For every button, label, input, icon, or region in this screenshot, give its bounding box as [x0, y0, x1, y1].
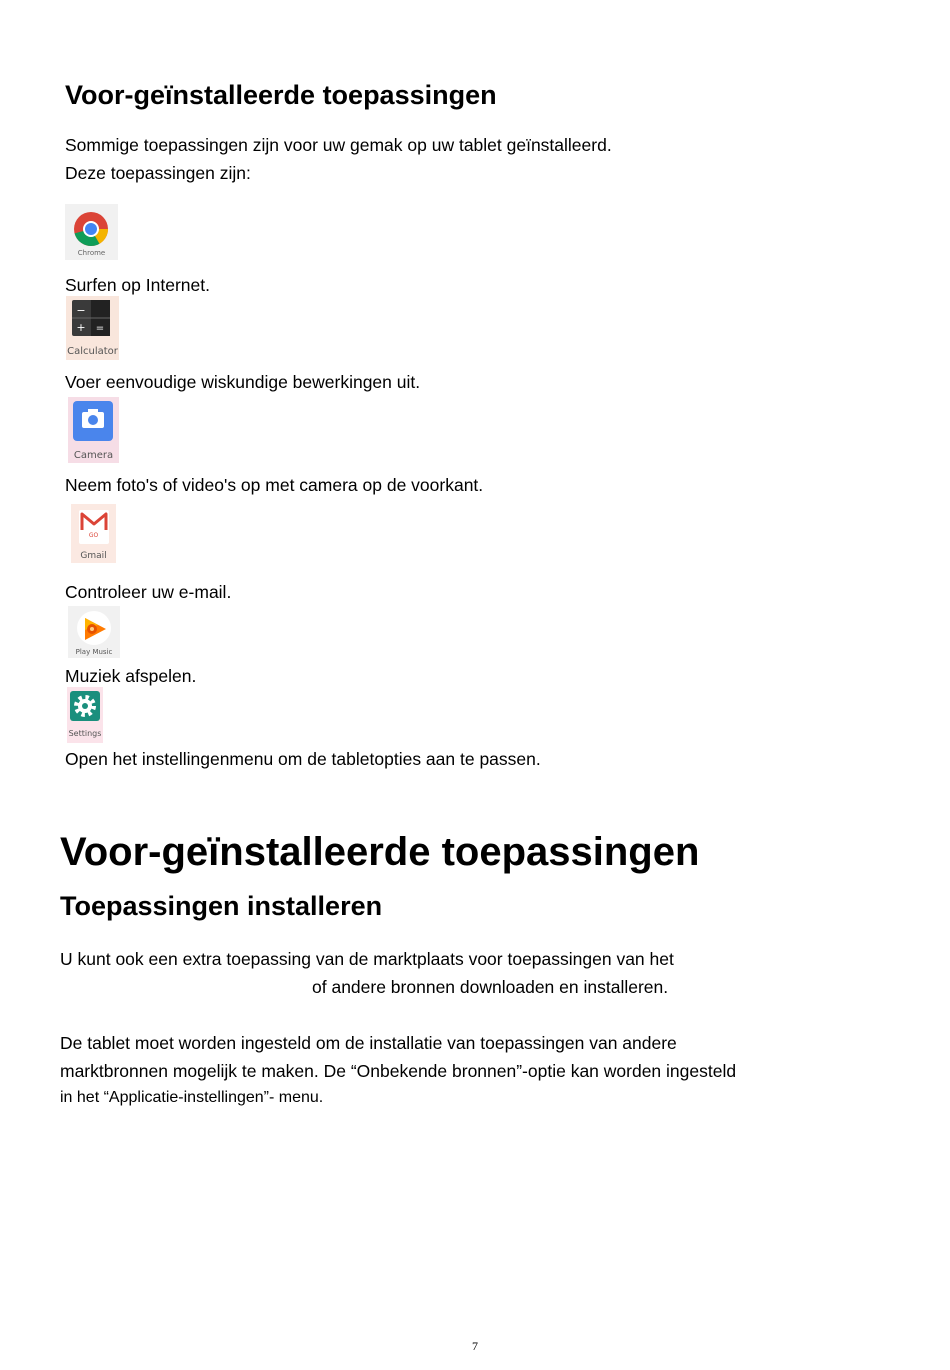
- chrome-icon-label: Chrome: [77, 249, 106, 257]
- intro-text-line-2: Deze toepassingen zijn:: [65, 163, 251, 183]
- section-subtitle: Toepassingen installeren: [60, 891, 383, 921]
- settings-icon: [67, 687, 103, 743]
- camera-icon-label: Camera: [73, 450, 114, 461]
- gmail-description: Controleer uw e-mail.: [65, 582, 232, 602]
- svg-text:=: =: [95, 323, 105, 334]
- camera-description: Neem foto's of video's op met camera op de voorkant.: [65, 475, 484, 495]
- svg-text:+: +: [76, 321, 86, 334]
- chrome-icon: [65, 204, 118, 260]
- camera-icon: [68, 397, 119, 463]
- calculator-description: Voer eenvoudige wiskundige bewerkingen uit.: [65, 372, 421, 392]
- page-title: Voor-geïnstalleerde toepassingen: [65, 80, 497, 110]
- svg-text:−: −: [76, 304, 86, 317]
- settings-icon-label: Settings: [68, 729, 102, 738]
- install-paragraph-line-2: of andere bronnen downloaden en installeren.: [312, 977, 669, 997]
- calculator-icon: [66, 296, 119, 360]
- settings-paragraph-line-1: De tablet moet worden ingesteld om de installatie van toepassingen van andere: [60, 1033, 677, 1053]
- intro-text-line-1: Sommige toepassingen zijn voor uw gemak op uw tablet geïnstalleerd.: [65, 135, 612, 155]
- section-title: Voor-geïnstalleerde toepassingen: [60, 830, 700, 874]
- play-music-icon-label: Play Music: [75, 648, 113, 656]
- play-music-description: Muziek afspelen.: [65, 666, 197, 686]
- page-number: 7: [472, 1339, 478, 1353]
- gmail-go-badge: GO: [88, 532, 99, 539]
- gmail-icon-label: Gmail: [80, 551, 107, 561]
- settings-paragraph-line-3: in het “Applicatie-instellingen”- menu.: [60, 1089, 324, 1106]
- install-paragraph-line-1: U kunt ook een extra toepassing van de marktplaats voor toepassingen van het: [60, 949, 674, 969]
- gmail-icon: [71, 504, 116, 563]
- calculator-icon-label: Calculator: [67, 346, 118, 357]
- settings-paragraph-line-2: marktbronnen mogelijk te maken. De “Onbekende bronnen”-optie kan worden ingesteld: [60, 1061, 737, 1081]
- settings-description: Open het instellingenmenu om de tabletopties aan te passen.: [65, 749, 541, 769]
- chrome-description: Surfen op Internet.: [65, 275, 210, 295]
- play-music-icon: [68, 606, 120, 658]
